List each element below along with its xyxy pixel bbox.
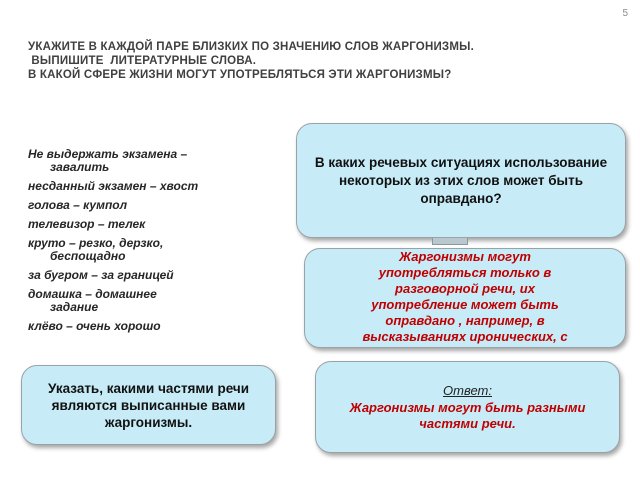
list-item — [28, 288, 278, 314]
pair-text: Не выдержать экзамена – — [28, 147, 188, 161]
answer-line: разговорной речи, их — [395, 281, 535, 296]
pair-text: несданный экзамен – хвост — [28, 179, 199, 193]
answer-line: употребление может быть — [371, 297, 559, 312]
answer-line: оправдано , например, в — [385, 313, 545, 328]
pair-continuation: задание — [50, 300, 99, 314]
list-item — [28, 199, 278, 212]
pair-text: голова – кумпол — [28, 198, 128, 212]
title-line-3: В КАКОЙ СФЕРЕ ЖИЗНИ МОГУТ УПОТРЕБЛЯТЬСЯ ЭТИ ЖАРГОНИЗМЫ? — [28, 69, 452, 81]
list-item — [28, 269, 278, 282]
question-box[interactable] — [296, 123, 626, 238]
answer-box-parts-of-speech[interactable] — [315, 361, 620, 453]
slide-title — [28, 40, 628, 82]
list-item — [28, 320, 278, 333]
task-box[interactable] — [21, 365, 276, 445]
pair-text: клёво – очень хорошо — [28, 319, 161, 333]
pair-continuation: завалить — [50, 160, 110, 174]
slide-number: 5 — [622, 8, 628, 19]
list-item — [28, 237, 278, 263]
pair-text: телевизор – телек — [28, 217, 146, 231]
answer-line: Жаргонизмы могут — [399, 249, 531, 264]
answer-label: Ответ: — [443, 382, 492, 398]
pair-continuation: беспощадно — [50, 249, 126, 263]
pair-text: за бугром – за границей — [28, 268, 174, 282]
list-item — [28, 148, 278, 174]
list-item — [28, 218, 278, 231]
word-pairs-list — [28, 148, 278, 339]
answer-text: Жаргонизмы могут быть разными частями речи. — [349, 399, 586, 431]
question-text: В каких речевых ситуациях использование некоторых из этих слов может быть оправдано? — [314, 154, 608, 206]
answer-box-usage[interactable] — [304, 248, 626, 348]
answer-line: употребляться только в — [378, 265, 552, 280]
title-line-2: ВЫПИШИТЕ ЛИТЕРАТУРНЫЕ СЛОВА. — [28, 55, 257, 67]
pair-text: круто – резко, дерзко, — [28, 236, 164, 250]
answer-line: высказываниях иронических, с — [362, 329, 568, 344]
title-line-1: УКАЖИТЕ В КАЖДОЙ ПАРЕ БЛИЗКИХ ПО ЗНАЧЕНИЮ СЛОВ ЖАРГОНИЗМЫ. — [28, 41, 474, 53]
list-item — [28, 180, 278, 193]
question-box-tab — [432, 238, 468, 245]
task-text: Указать, какими частями речи являются выписанные вами жаргонизмы. — [47, 380, 250, 430]
pair-text: домашка – домашнее — [28, 287, 157, 301]
